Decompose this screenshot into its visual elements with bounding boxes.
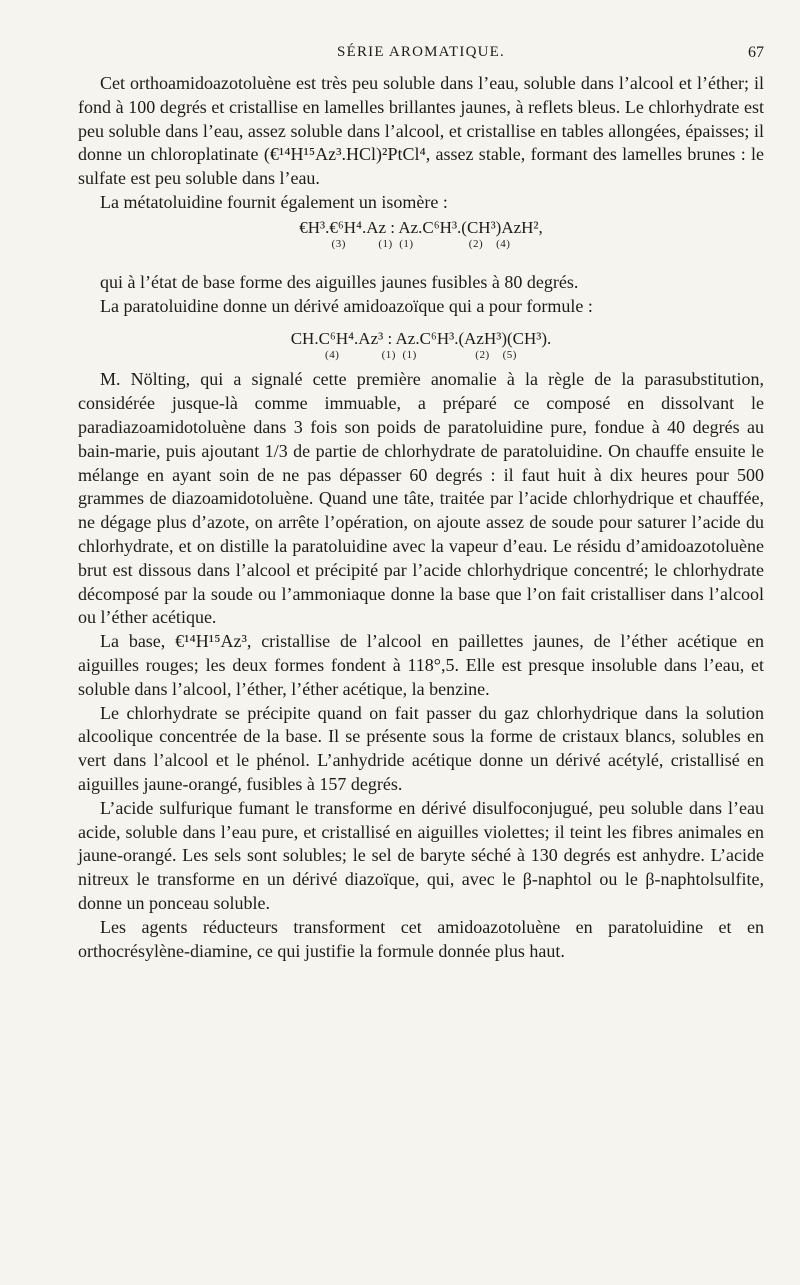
formula-meta-text: €H³.€⁶H⁴.Az : Az.C⁶H³.(CH³)AzH², [299,217,543,237]
paragraph-9: Les agents réducteurs transforment cet amidoazotoluène en paratoluidine et en orthocrésylène-diamine, ce qui justifie la formule donnée plus haut. [78,916,764,961]
paragraph-2: La métatoluidine fournit également un isomère : [100,191,448,212]
running-title: SÉRIE AROMATIQUE. [337,44,505,60]
paragraph-6: La base, €¹⁴H¹⁵Az³, cristallise de l’alcool en paillettes jaunes, de l’éther acétique en aiguilles rouges; les deux formes fondent à 118°,5. Elle est presque insoluble dans l’eau, et soluble dans l’alcool, l’éther, l’éther acétique, la benzine. [78,631,764,699]
paragraph-4: La paratoluidine donne un dérivé amidoazoïque qui a pour formule : [100,295,593,316]
page-number: 67 [748,44,764,61]
paragraph-7: Le chlorhydrate se précipite quand on fait passer du gaz chlorhydrique dans la solution alcoolique concentrée de la base. Il se présente sous la forme de cristaux blancs, solubles en vert dans l’alcool et le phénol. L’anhydride acétique donne un dérivé acétylé, cristallisé en aiguilles jaune-orangé, fusibles à 157 degrés. [78,702,764,794]
page-body [78,72,764,963]
formula-paratoluidine [78,330,764,362]
paragraph-3: qui à l’état de base forme des aiguilles jaunes fusibles à 80 degrés. [100,271,579,292]
formula-para-positions: (4) (1) (1) (2) (5) [325,349,517,362]
formula-metatoluidine [78,219,764,251]
paragraph-1: Cet orthoamidoazotoluène est très peu soluble dans l’eau, soluble dans l’alcool et l’éther; il fond à 100 degrés et cristallise en lamelles brillantes jaunes, à reflets bleus. Le chlorhydrate est peu soluble dans l’eau, assez soluble dans l’alcool, et cristallise en tables allongées, épaisses; il donne un chloroplatinate (€¹⁴H¹⁵Az³.HCl)²PtCl⁴, assez stable, formant des lamelles brunes : le sulfate est peu soluble dans l’eau. [78,73,764,189]
formula-meta-positions: (3) (1) (1) (2) (4) [331,237,511,250]
formula-para-text: CH.C⁶H⁴.Az³ : Az.C⁶H³.(AzH³)(CH³). [290,329,552,349]
page-header [78,44,764,70]
paragraph-5: M. Nölting, qui a signalé cette première anomalie à la règle de la parasubstitution, considérée jusque-là comme immuable, a préparé ce composé en dissolvant le paradiazoamidotoluène dans 3 fois son poids de paratoluidine pure, fondue à 40 degrés au bain-marie, puis ajoutant 1/3 de partie de chlorhydrate de paratoluidine. On chauffe ensuite le mélange en ayant soin de ne pas dépasser 60 degrés : il faut huit à dix heures pour 500 grammes de diazoamidotoluène. Quand une tâte, traitée par l’acide chlorhydrique et chauffée, ne dégage plus d’azote, on arrête l’opération, on ajoute assez de soude pour saturer l’acide du chlorhydrate, et on distille la paratoluidine avec la vapeur d’eau. Le résidu d’amidoazotoluène brut est dissous dans l’alcool et précipité par l’acide chlorhydrique concentré; le chlorhydrate décomposé par la soude ou l’ammoniaque donne la base que l’on fait cristalliser dans l’alcool ou l’éther acétique. [78,369,764,628]
paragraph-8: L’acide sulfurique fumant le transforme en dérivé disulfoconjugué, peu soluble dans l’eau acide, soluble dans l’eau pure, et cristallisé en aiguilles violettes; il teint les fibres animales en jaune-orangé. Les sels sont solubles; le sel de baryte séché à 130 degrés est anhydre. L’acide nitreux le transforme en un dérivé diazoïque, qui, avec le β-naphtol ou le β-naphtolsulfite, donne un ponceau soluble. [78,797,764,913]
